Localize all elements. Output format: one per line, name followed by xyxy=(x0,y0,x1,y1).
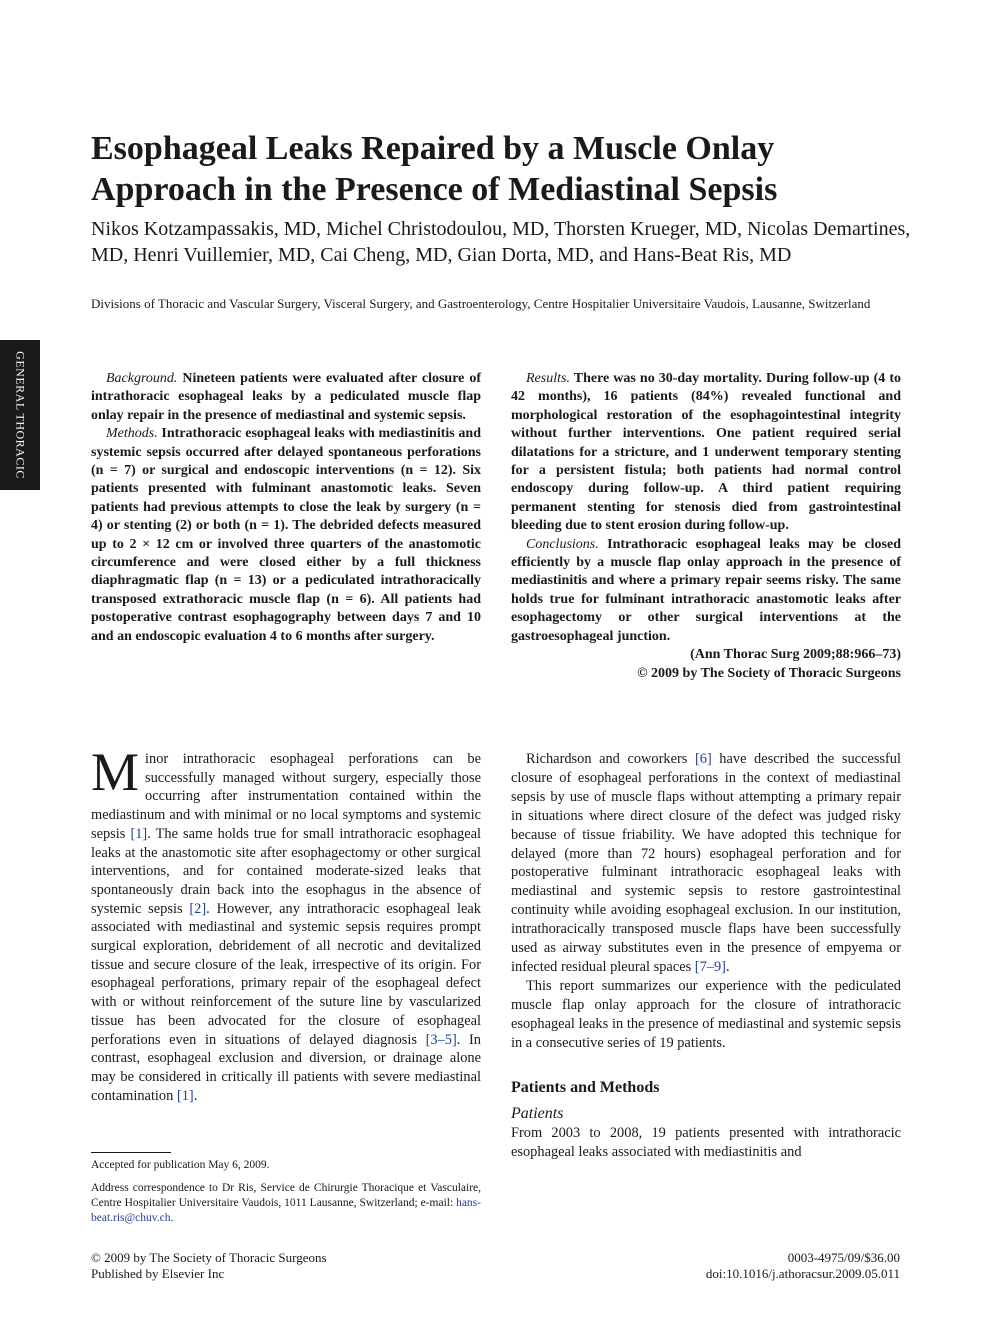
abstract-citation: (Ann Thorac Surg 2009;88:966–73) xyxy=(690,647,901,663)
reference-link-7-9[interactable]: [7–9] xyxy=(694,958,726,975)
body-left-column xyxy=(91,742,482,1105)
abstract-results: Results. There was no 30-day mortality. During follow-up (4 to 42 months), 16 patients (84%) revealed functional and morphological restoration of the esophagointestinal integrity without further interventions. One patient required serial dilatations for a stricture, and 1 underwent temporary stenting for a persistent fistula; both patients had normal control endoscopy during follow-up. A third patient requiring permanent stenting for stenosis died from gastrointestinal bleeding due to stent erosion during follow-up. xyxy=(511,371,901,534)
footer-issn: 0003-4975/09/$36.00 xyxy=(787,1250,900,1265)
footer-publisher: Published by Elsevier Inc xyxy=(91,1265,225,1281)
footnote-accepted: Accepted for publication May 6, 2009. xyxy=(91,1159,270,1171)
section-heading: Patients and Methods xyxy=(511,1078,660,1096)
abstract-right-column xyxy=(511,370,901,683)
email-link[interactable]: hans-beat.ris@chuv.ch xyxy=(91,1197,481,1224)
footer-copyright: © 2009 by The Society of Thoracic Surgeons xyxy=(91,1250,327,1265)
reference-link-6[interactable]: [6] xyxy=(694,751,712,767)
abstract-copyright: © 2009 by The Society of Thoracic Surgeons xyxy=(637,665,901,681)
section-tab-label: GENERAL THORACIC xyxy=(13,351,28,479)
reference-link-1[interactable]: [1] xyxy=(130,825,148,842)
footnote-correspondence: Address correspondence to Dr Ris, Service de Chirurgie Thoracique et Vasculaire, Centre Hospitalier Universitaire Vaudois, 1011 Lausanne, Switzerland; e-mail: hans-beat.ris@chuv.ch. xyxy=(91,1182,481,1224)
intro-paragraph: Minor intrathoracic esophageal perforations can be successfully managed without surgery, especially those occurring after instrumentation contained within the mediastinum and with minimal or no local symptoms and systemic sepsis [1]. The same holds true for small intrathoracic esophageal leaks at the anastomotic site after esophagectomy or other surgical interventions, and for contained moderate-sized leaks that spontaneously drain back into the esophagus in the absence of systemic sepsis [2]. However, any intrathoracic esophageal leak associated with mediastinal and systemic sepsis requires prompt surgical exploration, debridement of all necrotic and devitalized tissue and secure closure of the leak, irrespective of its origin. For esophageal perforations, primary repair of the esophageal defect with or without reinforcement of the suture line by vascularized tissue has been advocated for the closure of esophageal perforations even in situations of delayed diagnosis [3–5]. In contrast, esophageal exclusion and diversion, or drainage alone may be considered in critically ill patients with severe mediastinal contamination [1]. xyxy=(91,742,482,1104)
footer-right xyxy=(706,1250,900,1281)
body-right-column xyxy=(511,750,901,1162)
drop-cap: M xyxy=(91,742,140,802)
section-tab xyxy=(0,340,40,490)
abstract-left-column xyxy=(91,370,481,646)
body-paragraph-summary: This report summarizes our experience with the pediculated muscle flap onlay approach for the closure of intrathoracic esophageal leaks in the presence of mediastinal and systemic sepsis in a consecutive series of 19 patients. xyxy=(511,977,901,1051)
footer-left xyxy=(91,1250,327,1281)
footer-doi: doi:10.1016/j.athoracsur.2009.05.011 xyxy=(705,1265,900,1281)
body-paragraph-patients: From 2003 to 2008, 19 patients presented with intrathoracic esophageal leaks associated with mediastinitis and xyxy=(511,1125,901,1161)
article-title: Esophageal Leaks Repaired by a Muscle Onlay Approach in the Presence of Mediastinal Sepsis xyxy=(91,130,778,208)
footnote-divider xyxy=(91,1152,171,1153)
affiliation: Divisions of Thoracic and Vascular Surgery, Visceral Surgery, and Gastroenterology, Centre Hospitalier Universitaire Vaudois, Lausanne, Switzerland xyxy=(91,296,871,311)
author-list: Nikos Kotzampassakis, MD, Michel Christodoulou, MD, Thorsten Krueger, MD, Nicolas Demartines, MD, Henri Vuillemier, MD, Cai Cheng, MD, Gian Dorta, MD, and Hans-Beat Ris, MD xyxy=(91,218,911,266)
reference-link-2[interactable]: [2] xyxy=(189,900,207,917)
abstract-background: Background. Nineteen patients were evaluated after closure of intrathoracic esophageal leaks by a pediculated muscle flap onlay repair in the presence of mediastinal and systemic sepsis. xyxy=(91,371,481,423)
abstract-conclusions: Conclusions. Intrathoracic esophageal leaks may be closed efficiently by a muscle flap onlay approach in the presence of mediastinitis and where a primary repair seems risky. The same holds true for fulminant intrathoracic anastomotic leaks after esophagectomy or other surgical interventions at the gastroesophageal junction. xyxy=(511,536,901,644)
subsection-heading: Patients xyxy=(511,1105,564,1123)
reference-link-3-5[interactable]: [3–5] xyxy=(425,1031,457,1048)
reference-link-1b[interactable]: [1] xyxy=(176,1087,194,1104)
body-paragraph-richardson: Richardson and coworkers [6] have described the successful closure of esophageal perforations in the context of mediastinal sepsis by use of muscle flaps without attempting a primary repair in situations where direct closure of the defect was judged risky because of tissue friability. We have adopted this technique for delayed (more than 72 hours) esophageal perforation and for postoperative fulminant intrathoracic esophageal leaks with mediastinal and systemic sepsis to restore gastrointestinal continuity while avoiding esophageal exclusion. In our institution, intrathoracically transposed muscle flaps have been successfully used as airway substitutes even in the presence of empyema or infected residual pleural spaces [7–9]. xyxy=(511,751,902,975)
abstract-methods: Methods. Intrathoracic esophageal leaks with mediastinitis and systemic sepsis occurred after delayed spontaneous perforations (n = 7) or surgical and endoscopic interventions (n = 12). Six patients presented with fulminant anastomotic leaks. Seven patients had previous attempts to close the leak by surgery (n = 4) or stenting (2) or both (n = 1). The debrided defects measured up to 2 × 12 cm or involved three quarters of the anastomotic circumference and were closed either by a full thickness diaphragmatic flap (n = 13) or a pediculated intrathoracically transposed extrathoracic muscle flap (n = 6). All patients had postoperative contrast esophagography between days 7 and 10 and an endoscopic evaluation 4 to 6 months after surgery. xyxy=(91,426,481,644)
